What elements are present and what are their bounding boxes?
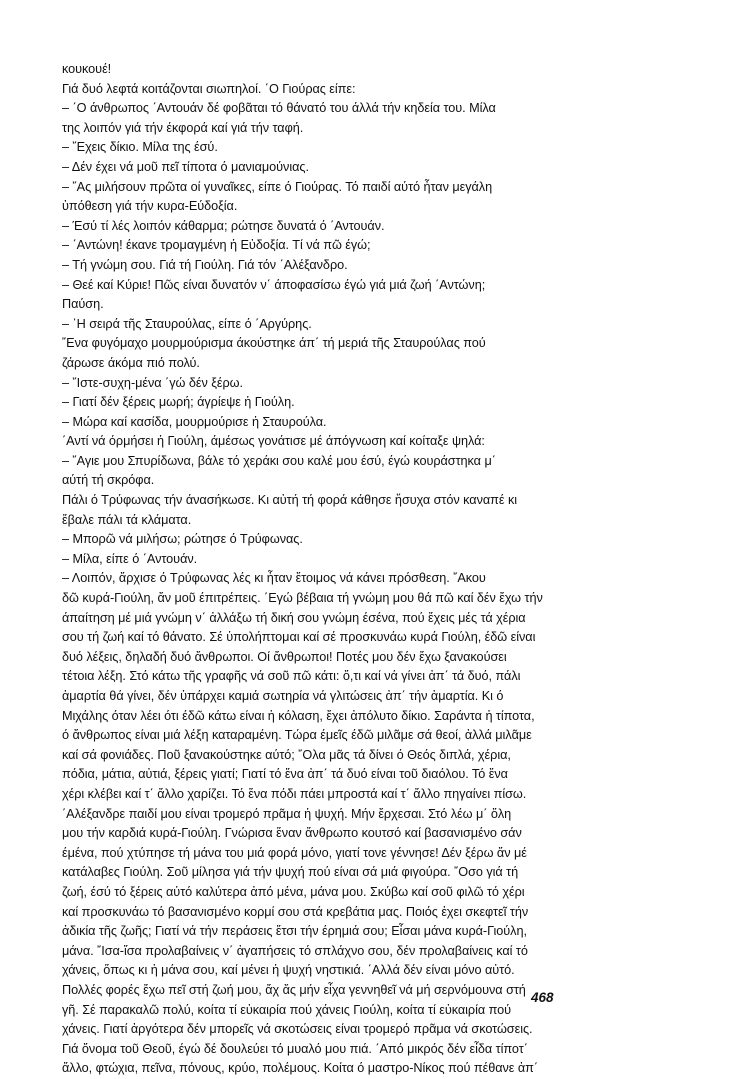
text-line: – Μώρα καί κασίδα, μουρμούρισε ἡ Σταυρούλα. [62, 414, 327, 429]
text-line: Γιά ὄνομα τοῦ Θεοῦ, έγώ δέ δουλεύει τό μυαλό μου πιά. ΄Από μικρός δέν εἶδα τίποτ΄ [62, 1041, 528, 1056]
text-line: έμένα, πού χτύπησε τή μάνα του μιά φορά μόνο, γιατί τονε γέννησε! Δέν ξέρω ἄν μέ [62, 845, 527, 860]
text-line: κατάλαβες Γιούλη. Σοῦ μίλησα γιά τήν ψυχή πού είναι σά μιά φιγούρα. ῎Οσο γιά τή [62, 865, 519, 880]
text-line: – Μίλα, είπε ό ΄Αντουάν. [62, 551, 198, 566]
text-line: αύτή τή σκρόφα. [62, 473, 155, 488]
text-line: της λοιπόν γιά τήν έκφορά καί γιά τήν ταφή. [62, 120, 304, 135]
text-line: – ΄Ο άνθρωπος ΄Αντουάν δέ φοβᾶται τό θάνατό του άλλά τήν κηδεία του. Μίλα [62, 101, 496, 116]
text-line: Γιά δυό λεφτά κοιτάζονται σιωπηλοί. ΄Ο Γιούρας είπε: [62, 81, 356, 96]
text-line: – ῎Ας μιλήσουν πρῶτα οί γυναῖκες, είπε ό Γιούρας. Τό παιδί αύτό ἦταν μεγάλη [62, 179, 493, 194]
text-line: ἀδικία τῆς ζωῆς; Γιατί νά τήν περάσεις ἔτσι τήν έρημιά σου; Εἶσαι μάνα κυρά-Γιούλη, [62, 924, 527, 939]
text-line: ζωή, έσύ τό ξέρεις αὐτό καλύτερα ἀπό μένα, μάνα μου. Σκύβω καί σοῦ φιλῶ τό χέρι [62, 884, 525, 899]
text-line: γῆ. Σέ παρακαλῶ πολύ, κοίτα τί εὐκαιρία πού χάνεις Γιούλη, κοίτα τί εὐκαιρία πού [62, 1002, 512, 1017]
text-line: – ῎Αγιε μου Σπυρίδωνα, βάλε τό χεράκι σου καλέ μου έσύ, έγώ κουράστηκα μ΄ [62, 453, 496, 468]
text-line: δῶ κυρά-Γιούλη, ἄν μοῦ έπιτρέπεις. ΄Εγώ βέβαια τή γνώμη μου θά πῶ καί δέν ἔχω τήν [62, 591, 543, 606]
text-line: – ῾Η σειρά τῆς Σταυρούλας, είπε ό ΄Αργύρης. [62, 316, 312, 331]
text-line: Μιχάλης όταν λέει ότι έδῶ κάτω είναι ἡ κόλαση, ἔχει ἀπόλυτο δίκιο. Σαράντα ἡ τίποτα, [62, 708, 535, 723]
text-line: Πάλι ό Τρύφωνας τήν άνασήκωσε. Κι αὐτή τή φορά κάθησε ἥσυχα στόν καναπέ κι [62, 493, 518, 508]
text-line: Παύση. [62, 297, 104, 312]
text-line: ῎Ενα φυγόμαχο μουρμούρισμα άκούστηκε άπ΄ τή μεριά τῆς Σταυρούλας πού [62, 336, 486, 351]
text-line: – Μπορῶ νά μιλήσω; ρώτησε ό Τρύφωνας. [62, 532, 303, 547]
text-line: – Γιατί δέν ξέρεις μωρή; άγρίεψε ἡ Γιούλη. [62, 395, 295, 410]
text-line: πόδια, μάτια, αὐτιά, ξέρεις γιατί; Γιατί τό ἕνα ἀπ΄ τά δυό είναι τοῦ διαόλου. Τό ἕνα [62, 767, 508, 782]
text-line: ἄλλο, φτώχια, πεῖνα, πόνους, κρύο, πολέμους. Κοίτα ό μαστρο-Νίκος πού πέθανε ἀπ΄ [62, 1061, 539, 1076]
text-line: μου τήν καρδιά κυρά-Γιούλη. Γνώρισα ἕναν ἄνθρωπο κουτσό καί βασανισμένο σάν [62, 826, 522, 841]
text-line: – Τή γνώμη σου. Γιά τή Γιούλη. Γιά τόν ΄Αλέξανδρο. [62, 257, 348, 272]
text-line: – Λοιπόν, ἄρχισε ό Τρύφωνας λές κι ἦταν ἕτοιμος νά κάνει πρόσθεση. ῎Ακου [62, 571, 486, 586]
text-line: χάνεις, ὅπως κι ἡ μάνα σου, καί μένει ἡ ψυχή νηστικιά. ΄Αλλά δέν είναι μόνο αὐτό. [62, 963, 515, 978]
text-line: – ΄Αντώνη! έκανε τρομαγμένη ἡ Εὐδοξία. Τί νά πῶ έγώ; [62, 238, 371, 253]
text-line: ἔβαλε πάλι τά κλάματα. [62, 512, 192, 527]
text-line: δυό λέξεις, δηλαδή δυό ἄνθρωποι. Οί ἄνθρωποι! Ποτές μου δέν ἔχω ξανακούσει [62, 649, 507, 664]
page-number: 468 [531, 990, 554, 1005]
text-line: – ῎Εχεις δίκιο. Μίλα της έσύ. [62, 140, 218, 155]
text-line: ΄Αντί νά όρμήσει ἡ Γιούλη, άμέσως γονάτισε μέ άπόγνωση καί κοίταξε ψηλά: [62, 434, 485, 449]
text-line: τέτοια λέξη. Στό κάτω τῆς γραφῆς νά σοῦ πῶ κάτι: ὅ,τι καί νά γίνει ἀπ΄ τά δυό, πάλι [62, 669, 521, 684]
text-line: – Έσύ τί λές λοιπόν κάθαρμα; ρώτησε δυνατά ό ΄Αντουάν. [62, 218, 385, 233]
text-line: Πολλές φορές ἔχω πεῖ στή ζωή μου, ἄχ ἄς μήν εἶχα γεννηθεῖ νά μή σερνόμουνα στή [62, 982, 526, 997]
text-line: – ῎Ιστε-συχη-μένα ΄γώ δέν ξέρω. [62, 375, 243, 390]
page-text-block [62, 60, 676, 1079]
text-line: – Δέν έχει νά μοῦ πεῖ τίποτα ό μανιαμούνιας. [62, 159, 309, 174]
text-line: κουκουέ! [62, 62, 112, 76]
text-line: ό ἄνθρωπος είναι μιά λέξη καταραμένη. Τώρα έμεῖς έδῶ μιλᾶμε σά θεοί, ἀλλά μιλᾶμε [62, 728, 532, 743]
text-line: χάνεις. Γιατί ἀργότερα δέν μπορεῖς νά σκοτώσεις είναι τρομερό πρᾶμα νά σκοτώσεις. [62, 1022, 533, 1037]
text-line: ἁμαρτία θά γίνει, δέν ὑπάρχει καμιά σωτηρία νά γλιτώσεις ἀπ΄ τήν ἁμαρτία. Κι ό [62, 689, 504, 703]
text-line: σου τή ζωή καί τό θάνατο. Σέ ὑπολήπτομαι καί σέ προσκυνάω κυρά Γιούλη, έδῶ είναι [62, 630, 536, 645]
text-line: καί προσκυνάω τό βασανισμένο κορμί σου στά κρεβάτια μας. Ποιός ἐχει σκεφτεῖ τήν [62, 904, 529, 919]
text-line: ΄Αλέξανδρε παιδί μου είναι τρομερό πρᾶμα ἡ ψυχή. Μήν ἔρχεσαι. Στό λέω μ΄ ὅλη [62, 806, 512, 821]
text-line: – Θεέ καί Κύριε! Πῶς είναι δυνατόν ν΄ άποφασίσω έγώ γιά μιά ζωή ΄Αντώνη; [62, 277, 486, 292]
text-line: ὑπόθεση γιά τήν κυρα-Εύδοξία. [62, 199, 238, 214]
text-line: μάνα. ῎Ισα-ἴσα προλαβαίνεις ν΄ ἀγαπήσεις τό σπλάχνο σου, δέν προλαβαίνεις καί τό [62, 943, 528, 958]
text-line: καί σά φονιάδες. Ποῦ ξανακούστηκε αύτό; ῎Ολα μᾶς τά δίνει ό Θεός διπλά, χέρια, [62, 747, 511, 762]
text-line: άπαίτηση μέ μιά γνώμη ν΄ ἀλλάξω τή δική σου γνώμη έσένα, πού ἔχεις μές τά χέρια [62, 610, 526, 625]
text-line: χέρι κλέβει καί τ΄ ἄλλο χαρίζει. Τό ἕνα πόδι πάει μπροστά καί τ΄ ἄλλο πηγαίνει πίσω. [62, 786, 527, 801]
text-line: ζάρωσε άκόμα πιό πολύ. [62, 355, 200, 370]
